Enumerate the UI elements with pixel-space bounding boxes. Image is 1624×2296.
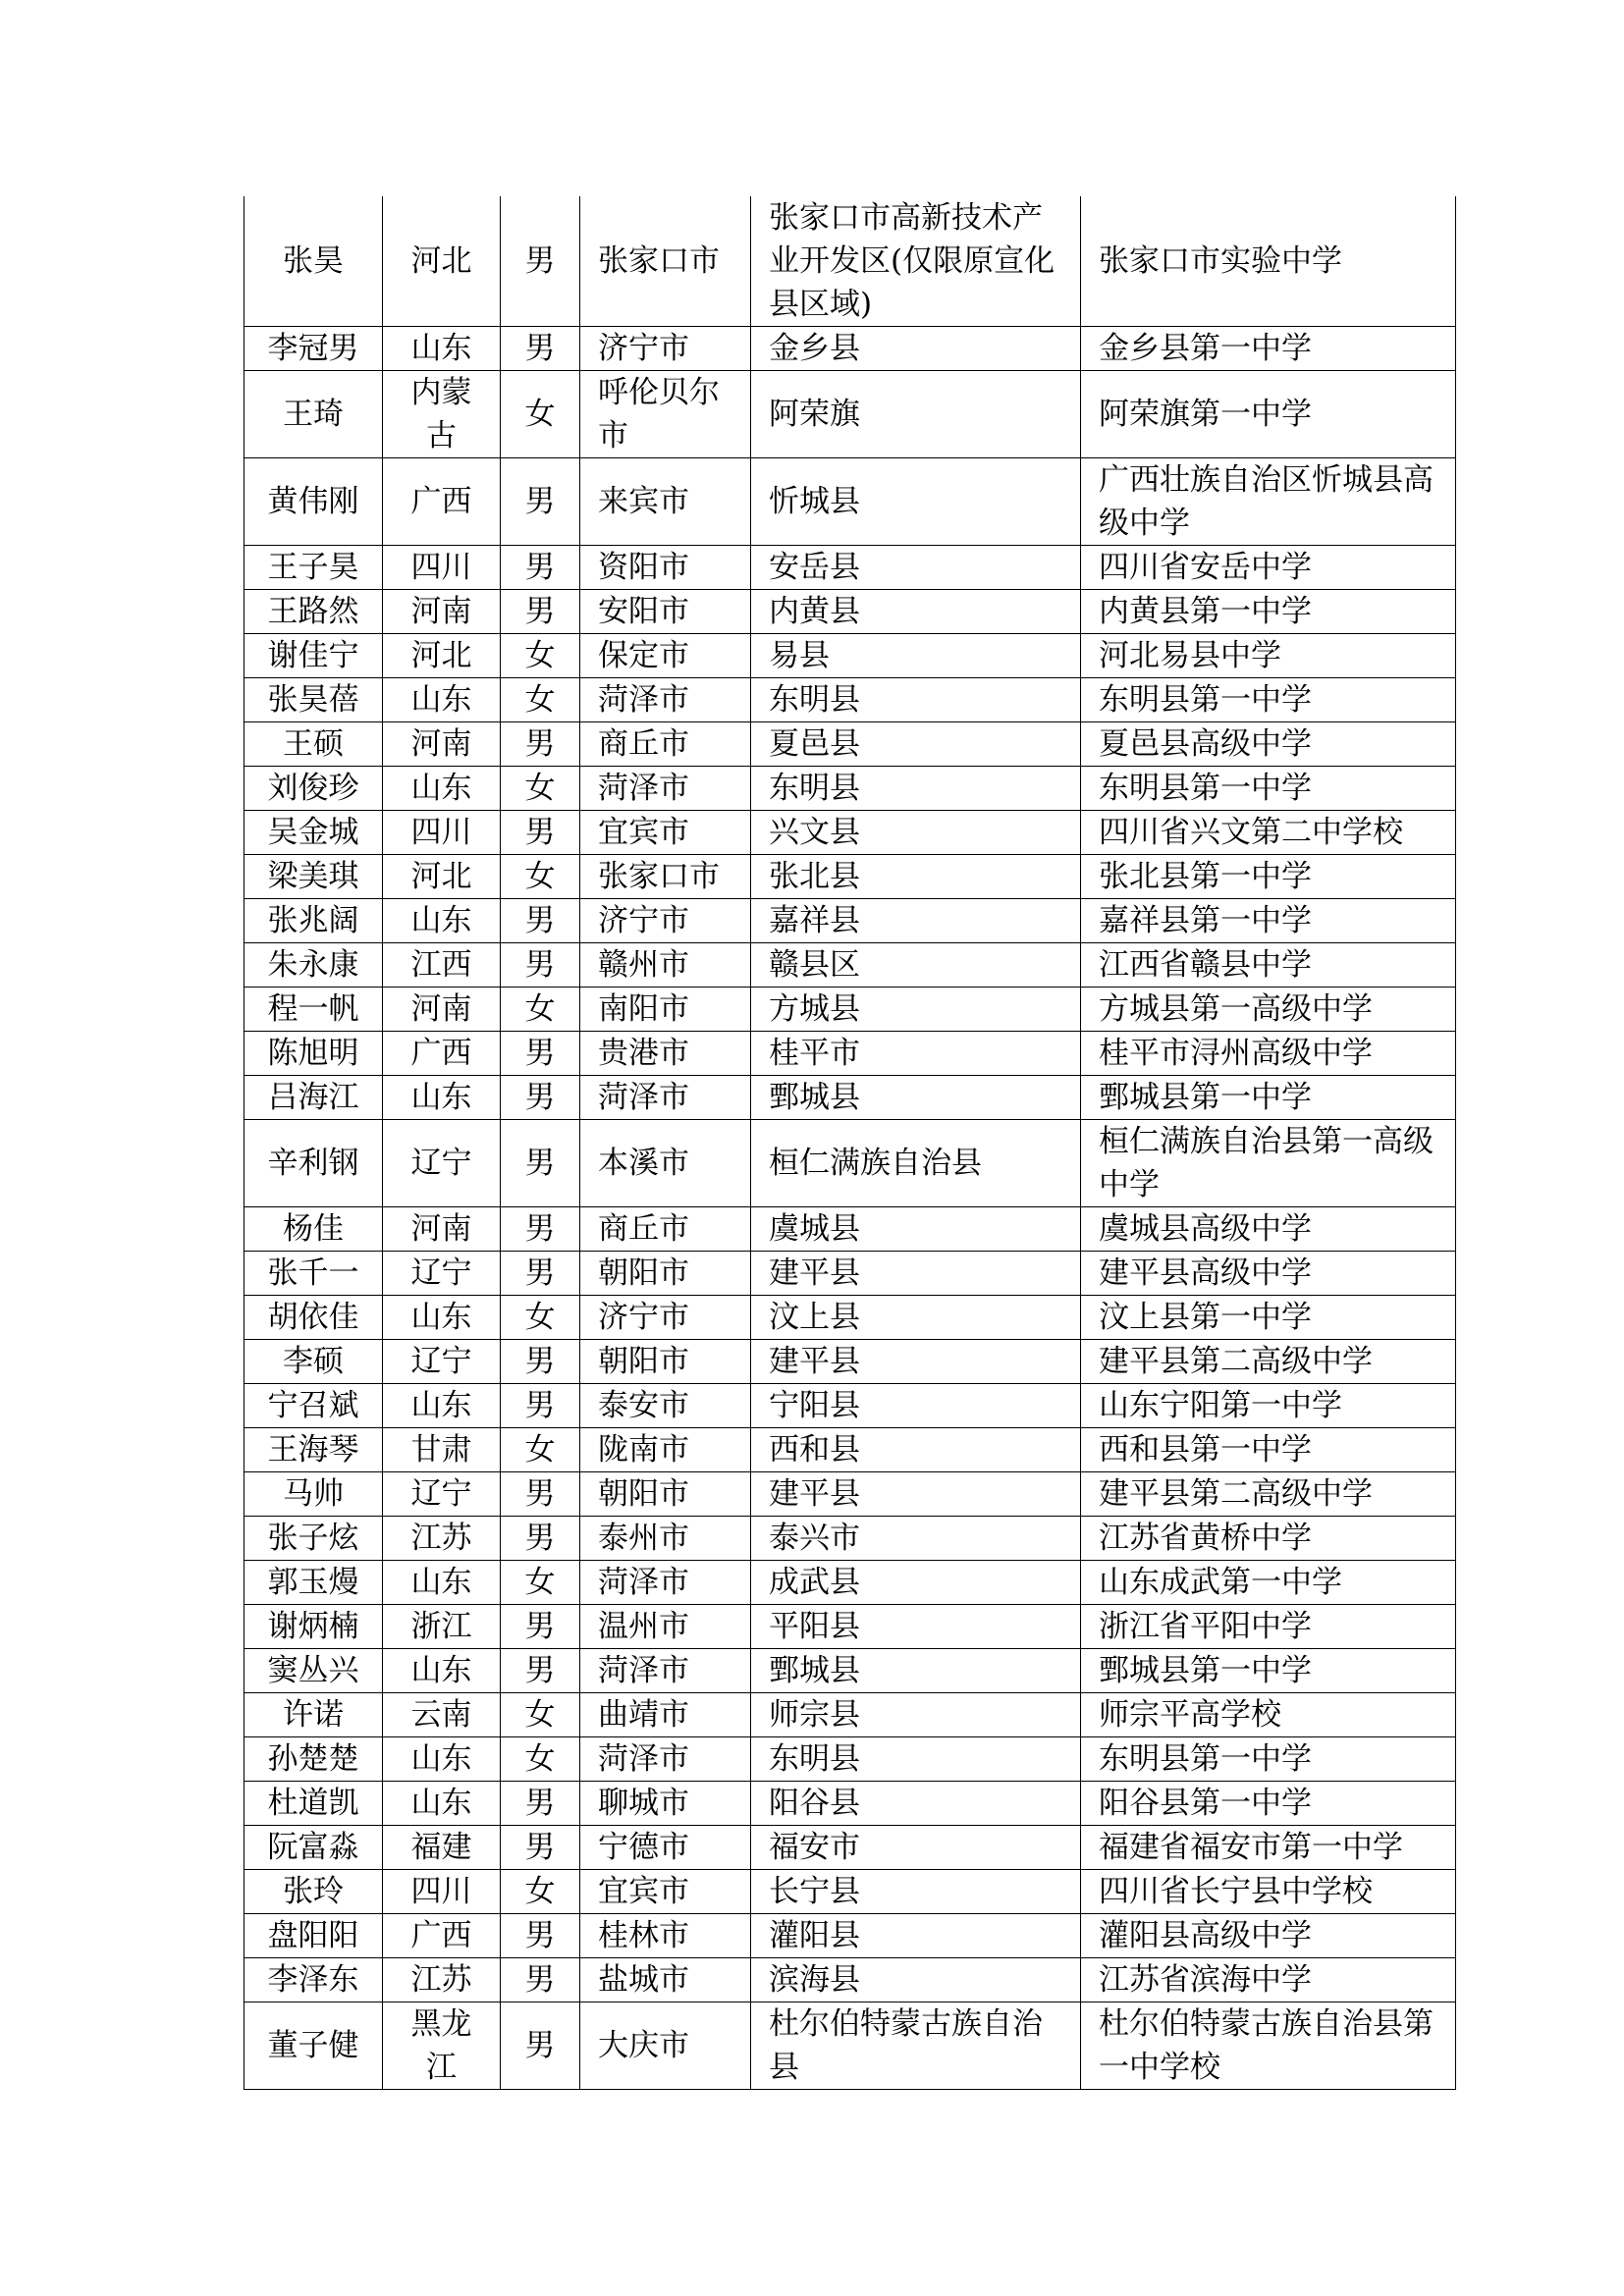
city-cell: 大庆市: [580, 2002, 751, 2090]
table-row: [244, 1252, 1456, 1296]
city-cell: 桂林市: [580, 1914, 751, 1958]
province-cell: 黑龙江: [383, 2002, 501, 2090]
table-row: [244, 1428, 1456, 1472]
table-row: [244, 899, 1456, 943]
province-cell: 广西: [383, 458, 501, 546]
school-cell: 四川省安岳中学: [1081, 546, 1456, 590]
city-cell: 泰州市: [580, 1517, 751, 1561]
school-cell: 汶上县第一中学: [1081, 1296, 1456, 1340]
student-name-cell: 张昊: [244, 196, 383, 327]
province-cell: 山东: [383, 767, 501, 811]
gender-cell: 女: [501, 1296, 580, 1340]
table-row: [244, 1384, 1456, 1428]
city-cell: 来宾市: [580, 458, 751, 546]
student-name-cell: 王海琴: [244, 1428, 383, 1472]
table-row: [244, 1737, 1456, 1782]
county-cell: 安岳县: [751, 546, 1081, 590]
student-name-cell: 谢炳楠: [244, 1605, 383, 1649]
city-cell: 张家口市: [580, 855, 751, 899]
gender-cell: 男: [501, 1076, 580, 1120]
province-cell: 山东: [383, 678, 501, 722]
school-cell: 桂平市浔州高级中学: [1081, 1032, 1456, 1076]
province-cell: 山东: [383, 1296, 501, 1340]
student-name-cell: 王子昊: [244, 546, 383, 590]
county-cell: 宁阳县: [751, 1384, 1081, 1428]
county-cell: 西和县: [751, 1428, 1081, 1472]
table-row: [244, 811, 1456, 855]
province-cell: 江苏: [383, 1958, 501, 2002]
school-cell: 江西省赣县中学: [1081, 943, 1456, 988]
student-name-cell: 王硕: [244, 722, 383, 767]
student-name-cell: 李冠男: [244, 327, 383, 371]
gender-cell: 女: [501, 371, 580, 458]
county-cell: 阳谷县: [751, 1782, 1081, 1826]
city-cell: 菏泽市: [580, 1561, 751, 1605]
province-cell: 广西: [383, 1032, 501, 1076]
gender-cell: 男: [501, 1252, 580, 1296]
student-name-cell: 阮富淼: [244, 1826, 383, 1870]
province-cell: 山东: [383, 327, 501, 371]
gender-cell: 男: [501, 546, 580, 590]
table-row: [244, 1782, 1456, 1826]
school-cell: 鄄城县第一中学: [1081, 1649, 1456, 1693]
school-cell: 灌阳县高级中学: [1081, 1914, 1456, 1958]
province-cell: 河南: [383, 1207, 501, 1252]
city-cell: 宜宾市: [580, 1870, 751, 1914]
table-row: [244, 1693, 1456, 1737]
table-row: [244, 767, 1456, 811]
school-cell: 山东宁阳第一中学: [1081, 1384, 1456, 1428]
city-cell: 呼伦贝尔市: [580, 371, 751, 458]
school-cell: 虞城县高级中学: [1081, 1207, 1456, 1252]
province-cell: 浙江: [383, 1605, 501, 1649]
province-cell: 辽宁: [383, 1252, 501, 1296]
student-name-cell: 李泽东: [244, 1958, 383, 2002]
province-cell: 山东: [383, 1737, 501, 1782]
gender-cell: 男: [501, 1826, 580, 1870]
province-cell: 四川: [383, 1870, 501, 1914]
student-name-cell: 盘阳阳: [244, 1914, 383, 1958]
city-cell: 曲靖市: [580, 1693, 751, 1737]
gender-cell: 男: [501, 1958, 580, 2002]
table-row: [244, 678, 1456, 722]
table-row: [244, 458, 1456, 546]
school-cell: 内黄县第一中学: [1081, 590, 1456, 634]
school-cell: 张家口市实验中学: [1081, 196, 1456, 327]
county-cell: 师宗县: [751, 1693, 1081, 1737]
city-cell: 温州市: [580, 1605, 751, 1649]
table-row: [244, 2002, 1456, 2090]
province-cell: 甘肃: [383, 1428, 501, 1472]
gender-cell: 男: [501, 1340, 580, 1384]
city-cell: 宁德市: [580, 1826, 751, 1870]
county-cell: 赣县区: [751, 943, 1081, 988]
table-row: [244, 546, 1456, 590]
school-cell: 东明县第一中学: [1081, 767, 1456, 811]
school-cell: 山东成武第一中学: [1081, 1561, 1456, 1605]
city-cell: 朝阳市: [580, 1340, 751, 1384]
gender-cell: 男: [501, 1782, 580, 1826]
school-cell: 浙江省平阳中学: [1081, 1605, 1456, 1649]
city-cell: 菏泽市: [580, 1737, 751, 1782]
table-row: [244, 722, 1456, 767]
gender-cell: 男: [501, 722, 580, 767]
gender-cell: 男: [501, 1472, 580, 1517]
table-row: [244, 1032, 1456, 1076]
city-cell: 南阳市: [580, 988, 751, 1032]
student-name-cell: 董子健: [244, 2002, 383, 2090]
gender-cell: 女: [501, 634, 580, 678]
county-cell: 夏邑县: [751, 722, 1081, 767]
school-cell: 夏邑县高级中学: [1081, 722, 1456, 767]
province-cell: 河北: [383, 196, 501, 327]
province-cell: 河北: [383, 634, 501, 678]
gender-cell: 男: [501, 943, 580, 988]
student-name-cell: 张昊蓓: [244, 678, 383, 722]
student-name-cell: 谢佳宁: [244, 634, 383, 678]
school-cell: 阳谷县第一中学: [1081, 1782, 1456, 1826]
table-row: [244, 1870, 1456, 1914]
student-name-cell: 梁美琪: [244, 855, 383, 899]
city-cell: 济宁市: [580, 1296, 751, 1340]
table-row: [244, 1207, 1456, 1252]
county-cell: 桓仁满族自治县: [751, 1120, 1081, 1207]
table-row: [244, 1076, 1456, 1120]
student-name-cell: 张子炫: [244, 1517, 383, 1561]
city-cell: 资阳市: [580, 546, 751, 590]
table-row: [244, 1649, 1456, 1693]
table-row: [244, 371, 1456, 458]
student-name-cell: 杜道凯: [244, 1782, 383, 1826]
gender-cell: 男: [501, 1605, 580, 1649]
school-cell: 西和县第一中学: [1081, 1428, 1456, 1472]
city-cell: 贵港市: [580, 1032, 751, 1076]
school-cell: 阿荣旗第一中学: [1081, 371, 1456, 458]
student-name-cell: 吕海江: [244, 1076, 383, 1120]
county-cell: 桂平市: [751, 1032, 1081, 1076]
province-cell: 江西: [383, 943, 501, 988]
city-cell: 赣州市: [580, 943, 751, 988]
province-cell: 河南: [383, 590, 501, 634]
county-cell: 方城县: [751, 988, 1081, 1032]
student-name-cell: 王路然: [244, 590, 383, 634]
school-cell: 四川省兴文第二中学校: [1081, 811, 1456, 855]
county-cell: 嘉祥县: [751, 899, 1081, 943]
gender-cell: 男: [501, 458, 580, 546]
student-name-cell: 李硕: [244, 1340, 383, 1384]
province-cell: 四川: [383, 546, 501, 590]
gender-cell: 女: [501, 1428, 580, 1472]
student-name-cell: 陈旭明: [244, 1032, 383, 1076]
county-cell: 泰兴市: [751, 1517, 1081, 1561]
gender-cell: 男: [501, 2002, 580, 2090]
school-cell: 江苏省黄桥中学: [1081, 1517, 1456, 1561]
school-cell: 金乡县第一中学: [1081, 327, 1456, 371]
student-roster-table: [244, 196, 1456, 2090]
gender-cell: 男: [501, 899, 580, 943]
student-name-cell: 黄伟刚: [244, 458, 383, 546]
gender-cell: 男: [501, 590, 580, 634]
student-name-cell: 许诺: [244, 1693, 383, 1737]
city-cell: 菏泽市: [580, 767, 751, 811]
gender-cell: 男: [501, 1120, 580, 1207]
school-cell: 建平县第二高级中学: [1081, 1340, 1456, 1384]
student-name-cell: 刘俊珍: [244, 767, 383, 811]
school-cell: 师宗平高学校: [1081, 1693, 1456, 1737]
province-cell: 河南: [383, 722, 501, 767]
province-cell: 山东: [383, 1561, 501, 1605]
city-cell: 聊城市: [580, 1782, 751, 1826]
county-cell: 兴文县: [751, 811, 1081, 855]
city-cell: 济宁市: [580, 327, 751, 371]
county-cell: 鄄城县: [751, 1649, 1081, 1693]
gender-cell: 男: [501, 1517, 580, 1561]
province-cell: 辽宁: [383, 1472, 501, 1517]
school-cell: 东明县第一中学: [1081, 1737, 1456, 1782]
gender-cell: 男: [501, 1207, 580, 1252]
county-cell: 忻城县: [751, 458, 1081, 546]
school-cell: 东明县第一中学: [1081, 678, 1456, 722]
province-cell: 山东: [383, 1384, 501, 1428]
table-row: [244, 1914, 1456, 1958]
school-cell: 嘉祥县第一中学: [1081, 899, 1456, 943]
school-cell: 桓仁满族自治县第一高级中学: [1081, 1120, 1456, 1207]
county-cell: 建平县: [751, 1472, 1081, 1517]
table-row: [244, 855, 1456, 899]
table-row: [244, 1561, 1456, 1605]
province-cell: 山东: [383, 1649, 501, 1693]
table-row: [244, 1296, 1456, 1340]
city-cell: 泰安市: [580, 1384, 751, 1428]
school-cell: 建平县第二高级中学: [1081, 1472, 1456, 1517]
gender-cell: 男: [501, 1384, 580, 1428]
county-cell: 建平县: [751, 1252, 1081, 1296]
county-cell: 滨海县: [751, 1958, 1081, 2002]
city-cell: 张家口市: [580, 196, 751, 327]
student-name-cell: 吴金城: [244, 811, 383, 855]
city-cell: 济宁市: [580, 899, 751, 943]
province-cell: 河南: [383, 988, 501, 1032]
city-cell: 盐城市: [580, 1958, 751, 2002]
gender-cell: 男: [501, 196, 580, 327]
city-cell: 本溪市: [580, 1120, 751, 1207]
province-cell: 辽宁: [383, 1120, 501, 1207]
student-name-cell: 马帅: [244, 1472, 383, 1517]
student-name-cell: 窦丛兴: [244, 1649, 383, 1693]
student-name-cell: 张千一: [244, 1252, 383, 1296]
table-row: [244, 1120, 1456, 1207]
city-cell: 朝阳市: [580, 1472, 751, 1517]
province-cell: 内蒙古: [383, 371, 501, 458]
student-name-cell: 朱永康: [244, 943, 383, 988]
province-cell: 山东: [383, 899, 501, 943]
school-cell: 鄄城县第一中学: [1081, 1076, 1456, 1120]
table-row: [244, 943, 1456, 988]
city-cell: 商丘市: [580, 722, 751, 767]
city-cell: 菏泽市: [580, 678, 751, 722]
province-cell: 福建: [383, 1826, 501, 1870]
school-cell: 河北易县中学: [1081, 634, 1456, 678]
gender-cell: 女: [501, 855, 580, 899]
county-cell: 张家口市高新技术产业开发区(仅限原宣化县区域): [751, 196, 1081, 327]
city-cell: 安阳市: [580, 590, 751, 634]
city-cell: 朝阳市: [580, 1252, 751, 1296]
student-name-cell: 张兆阔: [244, 899, 383, 943]
county-cell: 成武县: [751, 1561, 1081, 1605]
county-cell: 易县: [751, 634, 1081, 678]
table-row: [244, 1340, 1456, 1384]
county-cell: 平阳县: [751, 1605, 1081, 1649]
school-cell: 杜尔伯特蒙古族自治县第一中学校: [1081, 2002, 1456, 2090]
county-cell: 东明县: [751, 767, 1081, 811]
province-cell: 四川: [383, 811, 501, 855]
province-cell: 江苏: [383, 1517, 501, 1561]
county-cell: 汶上县: [751, 1296, 1081, 1340]
city-cell: 商丘市: [580, 1207, 751, 1252]
gender-cell: 女: [501, 1561, 580, 1605]
gender-cell: 男: [501, 811, 580, 855]
county-cell: 杜尔伯特蒙古族自治县: [751, 2002, 1081, 2090]
county-cell: 福安市: [751, 1826, 1081, 1870]
student-name-cell: 杨佳: [244, 1207, 383, 1252]
table-row: [244, 196, 1456, 327]
table-row: [244, 988, 1456, 1032]
province-cell: 河北: [383, 855, 501, 899]
student-name-cell: 程一帆: [244, 988, 383, 1032]
county-cell: 鄄城县: [751, 1076, 1081, 1120]
school-cell: 广西壮族自治区忻城县高级中学: [1081, 458, 1456, 546]
table-row: [244, 1605, 1456, 1649]
county-cell: 东明县: [751, 678, 1081, 722]
gender-cell: 男: [501, 1032, 580, 1076]
gender-cell: 男: [501, 1914, 580, 1958]
gender-cell: 女: [501, 988, 580, 1032]
gender-cell: 女: [501, 1870, 580, 1914]
school-cell: 江苏省滨海中学: [1081, 1958, 1456, 2002]
county-cell: 建平县: [751, 1340, 1081, 1384]
province-cell: 山东: [383, 1076, 501, 1120]
gender-cell: 女: [501, 1737, 580, 1782]
school-cell: 张北县第一中学: [1081, 855, 1456, 899]
county-cell: 内黄县: [751, 590, 1081, 634]
city-cell: 陇南市: [580, 1428, 751, 1472]
student-name-cell: 郭玉熳: [244, 1561, 383, 1605]
gender-cell: 女: [501, 767, 580, 811]
county-cell: 金乡县: [751, 327, 1081, 371]
student-name-cell: 孙楚楚: [244, 1737, 383, 1782]
city-cell: 菏泽市: [580, 1649, 751, 1693]
school-cell: 方城县第一高级中学: [1081, 988, 1456, 1032]
school-cell: 建平县高级中学: [1081, 1252, 1456, 1296]
table-row: [244, 327, 1456, 371]
table-row: [244, 1472, 1456, 1517]
gender-cell: 男: [501, 327, 580, 371]
county-cell: 虞城县: [751, 1207, 1081, 1252]
school-cell: 福建省福安市第一中学: [1081, 1826, 1456, 1870]
gender-cell: 女: [501, 678, 580, 722]
city-cell: 菏泽市: [580, 1076, 751, 1120]
city-cell: 保定市: [580, 634, 751, 678]
student-name-cell: 胡依佳: [244, 1296, 383, 1340]
county-cell: 东明县: [751, 1737, 1081, 1782]
province-cell: 云南: [383, 1693, 501, 1737]
school-cell: 四川省长宁县中学校: [1081, 1870, 1456, 1914]
county-cell: 灌阳县: [751, 1914, 1081, 1958]
table-row: [244, 1517, 1456, 1561]
table-row: [244, 634, 1456, 678]
county-cell: 张北县: [751, 855, 1081, 899]
province-cell: 辽宁: [383, 1340, 501, 1384]
table-row: [244, 1826, 1456, 1870]
table-row: [244, 1958, 1456, 2002]
province-cell: 山东: [383, 1782, 501, 1826]
gender-cell: 男: [501, 1649, 580, 1693]
student-name-cell: 宁召斌: [244, 1384, 383, 1428]
gender-cell: 女: [501, 1693, 580, 1737]
table-row: [244, 590, 1456, 634]
student-name-cell: 辛利钢: [244, 1120, 383, 1207]
county-cell: 阿荣旗: [751, 371, 1081, 458]
city-cell: 宜宾市: [580, 811, 751, 855]
county-cell: 长宁县: [751, 1870, 1081, 1914]
province-cell: 广西: [383, 1914, 501, 1958]
student-name-cell: 王琦: [244, 371, 383, 458]
student-name-cell: 张玲: [244, 1870, 383, 1914]
